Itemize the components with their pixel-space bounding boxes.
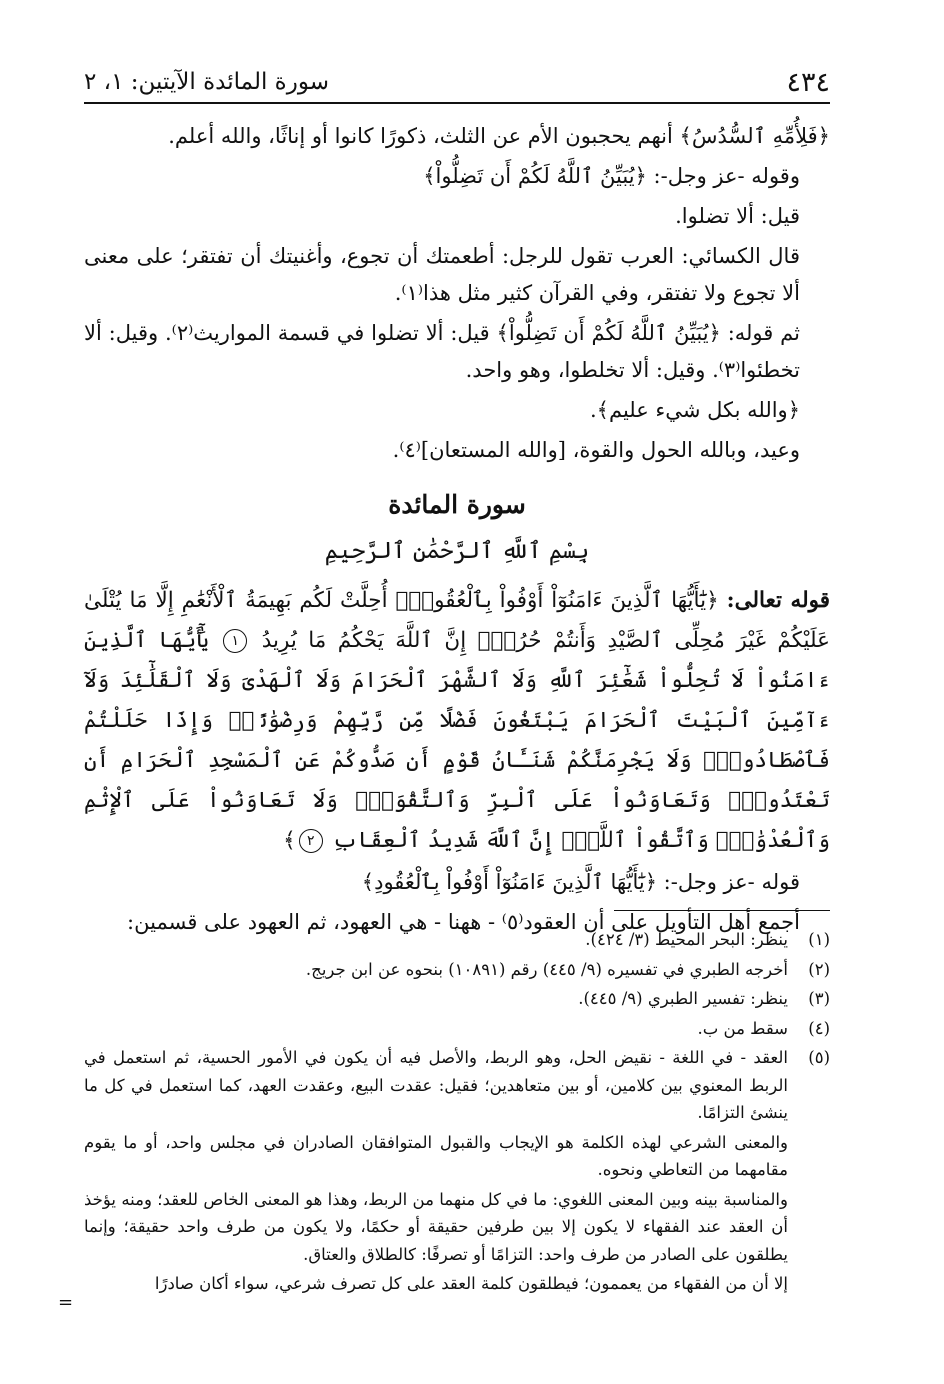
footnote-number: (٤) xyxy=(808,1018,830,1038)
paragraph: ثم قوله: ﴿يُبَيِّنُ ٱللَّهُ لَكُمْ أَن تَضِلُّواْ﴾ قيل: ألا تضلوا في قسمة المواريث⁽٢⁾. وقيل: ألا تخطئوا⁽٣⁾. وقيل: ألا تخلطوا، وهو واحد. xyxy=(84,321,800,382)
footnote xyxy=(84,926,830,954)
footnote-continuation: والمناسبة بينه وبين المعنى اللغوي: ما في كل منهما من الربط، وهذا هو المعنى الخاص للعقد؛ ومنه يؤخذ أن العقد عند الفقهاء لا يكون إلا بين طرفين حقيقة أو حكمًا، ولا يكون من طرف واحد حقيقة؛ وإنما يطلقون على الصادر من طرف واحد: التزامًا أو تصرفًا: كالطلاق والعتاق. xyxy=(84,1189,788,1264)
footnote-continuation: إلا أن من الفقهاء من يعممون؛ فيطلقون كلمة العقد على كل تصرف شرعي، سواء أكان صادرًا xyxy=(154,1274,788,1293)
paragraph: وعيد، وبالله الحول والقوة، [والله المستعان]⁽٤⁾. xyxy=(392,438,800,462)
verse-text: ﴿يَٰٓأَيُّهَا ٱلَّذِينَ ءَامَنُوٓاْ أَوْفُواْ بِٱلْعُقُودِۚ أُحِلَّتْ لَكُم بَهِيمَةُ ٱلْأَنْعَٰمِ إِلَّا مَا يُتْلَىٰ عَلَيْكُمْ غَيْرَ مُحِلِّى ٱلصَّيْدِ وَأَنتُمْ حُرُمٌۗ إِنَّ ٱللَّهَ يَحْكُمُ مَا يُرِيدُ xyxy=(84,588,830,653)
quran-verses xyxy=(84,581,830,861)
running-title: سورة المائدة الآيتين: ١، ٢ xyxy=(84,69,329,95)
footnote xyxy=(84,985,830,1013)
verse-text: يَٰٓأَيُّهَا ٱلَّذِينَ ءَامَنُواْ لَا تُحِلُّواْ شَعَٰٓئِرَ ٱللَّهِ وَلَا ٱلشَّهْرَ ٱلْحَرَامَ وَلَا ٱلْهَدْىَ وَلَا ٱلْقَلَٰٓئِدَ وَلَآ ءَآمِّينَ ٱلْبَيْتَ ٱلْحَرَامَ يَبْتَغُونَ فَضْلًا مِّن رَّبِّهِمْ وَرِضْوَٰنًاۚ وَإِذَا حَلَلْتُمْ فَٱصْطَادُواْۚ وَلَا يَجْرِمَنَّكُمْ شَنَـَٔانُ قَوْمٍ أَن صَدُّوكُمْ عَنِ ٱلْمَسْجِدِ ٱلْحَرَامِ أَن تَعْتَدُواْۘ وَتَعَاوَنُواْ عَلَى ٱلْبِرِّ وَٱلتَّقْوَىٰۖ وَلَا تَعَاوَنُواْ عَلَى ٱلْإِثْمِ وَٱلْعُدْوَٰنِۚ وَٱتَّقُواْ ٱللَّهَۖ إِنَّ ٱللَّهَ شَدِيدُ ٱلْعِقَابِ xyxy=(84,628,830,853)
verse-bracket: ﴾ xyxy=(283,828,296,853)
footnote xyxy=(84,1015,830,1043)
paragraph: ﴿فَلِأُمِّهِ ٱلسُّدُسُ﴾ أنهم يحجبون الأم عن الثلث، ذكورًا كانوا أو إناثًا، والله أعلم. xyxy=(168,124,830,148)
footnote-number: (٥) xyxy=(808,1048,830,1067)
footnote-continuation: والمعنى الشرعي لهذه الكلمة هو الإيجاب والقبول المتوافقان الصادران في مجلس واحد، أو ما يقوم مقامهما من التعاطي ونحوه. xyxy=(84,1132,788,1179)
paragraph: قوله -عز وجل-: ﴿يَٰٓأَيُّهَا ٱلَّذِينَ ءَامَنُوٓاْ أَوْفُواْ بِٱلْعُقُودِ﴾ xyxy=(361,870,800,894)
continuation-mark: = xyxy=(58,1292,74,1313)
paragraph: قال الكسائي: العرب تقول للرجل: أطعمتك أن تجوع، وأغنيتك أن تفتقر؛ على معنى ألا تجوع ولا تفتقر، وفي القرآن كثير مثل هذا⁽١⁾. xyxy=(84,244,800,305)
page-header xyxy=(84,62,830,104)
page-number: ٤٣٤ xyxy=(786,66,830,98)
main-text xyxy=(84,118,830,944)
verse-label: قوله تعالى: xyxy=(726,588,831,613)
footnote-text: سقط من ب. xyxy=(697,1018,788,1038)
footnote-number: (١) xyxy=(808,930,830,949)
footnotes xyxy=(84,926,830,1300)
paragraph: قيل: ألا تضلوا. xyxy=(675,204,800,228)
footnote-text: العقد - في اللغة - نقيض الحل، وهو الربط، والأصل فيه أن يكون في الأمور الحسية، ثم استعمل في الربط المعنوي بين كلامين، أو بين متعاهدين؛ فقيل: عقدت البيع، وعقدت العهد، كما استعمل في كل ما ينشئ التزامًا. xyxy=(84,1048,788,1122)
footnote-text: ينظر: البحر المحيط (٣/ ٤٢٤). xyxy=(585,930,788,949)
paragraph: وقوله -عز وجل-: ﴿يُبَيِّنُ ٱللَّهُ لَكُمْ أَن تَضِلُّواْ﴾ xyxy=(423,164,800,188)
verse-number-marker: ١ xyxy=(223,629,247,653)
footnote-number: (٢) xyxy=(808,959,830,979)
footnote xyxy=(84,956,830,984)
verse-number-marker: ٢ xyxy=(299,829,323,853)
footnote-number: (٣) xyxy=(808,989,830,1008)
basmala: بِسْمِ ٱللَّهِ ٱلرَّحْمَٰنِ ٱلرَّحِيمِ xyxy=(324,538,590,564)
paragraph: أجمع أهل التأويل على أن العقود⁽٥⁾ - ههنا - هي العهود، ثم العهود على قسمين: xyxy=(127,910,800,934)
sura-title: سورة المائدة xyxy=(388,490,526,519)
footnote-separator xyxy=(614,910,830,911)
paragraph: ﴿والله بكل شيء عليم﴾. xyxy=(589,398,800,422)
footnote-text: أخرجه الطبري في تفسيره (٩/ ٤٤٥) رقم (١٠٨٩١) بنحوه عن ابن جريج. xyxy=(305,959,788,979)
footnote-text: ينظر: تفسير الطبري (٩/ ٤٤٥). xyxy=(578,989,788,1008)
footnote xyxy=(84,1044,830,1127)
